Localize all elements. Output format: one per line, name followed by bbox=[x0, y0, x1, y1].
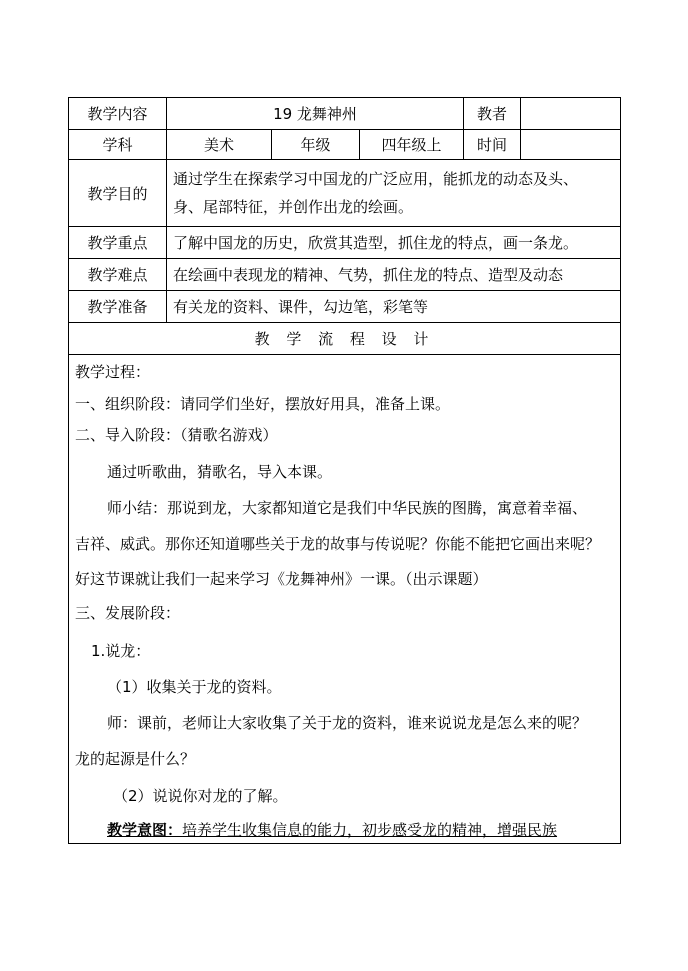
subject-value: 美术 bbox=[167, 130, 272, 160]
teacher-question-line-2: 龙的起源是什么？ bbox=[75, 750, 196, 768]
goals-line-2: 身、尾部特征，并创作出龙的绘画。 bbox=[173, 198, 414, 216]
design-title: 教 学 流 程 设 计 bbox=[69, 323, 621, 355]
preparation-label: 教学准备 bbox=[69, 291, 167, 323]
content-label: 教学内容 bbox=[69, 98, 167, 130]
stage-2: 二、导入阶段：（猜歌名游戏） bbox=[75, 426, 278, 444]
item-1-2: （2）说说你对龙的了解。 bbox=[113, 787, 288, 805]
intent-label: 教学意图： bbox=[107, 821, 183, 839]
difficulties-label: 教学难点 bbox=[69, 259, 167, 291]
time-label: 时间 bbox=[464, 130, 521, 160]
subject-label: 学科 bbox=[69, 130, 167, 160]
process-cell bbox=[69, 355, 621, 844]
key-points-label: 教学重点 bbox=[69, 227, 167, 259]
grade-value: 四年级上 bbox=[360, 130, 464, 160]
lesson-title: 19 龙舞神州 bbox=[167, 98, 464, 130]
goals-line-1: 通过学生在探索学习中国龙的广泛应用，能抓龙的动态及头、 bbox=[173, 170, 579, 188]
stage-3: 三、发展阶段： bbox=[75, 604, 181, 622]
stage-2-para-2-line-1: 师小结：那说到龙，大家都知道它是我们中华民族的图腾，寓意着幸福、 bbox=[107, 499, 588, 517]
process-heading: 教学过程： bbox=[75, 363, 151, 381]
time-value bbox=[521, 130, 621, 160]
grade-label: 年级 bbox=[272, 130, 360, 160]
stage-2-para-1: 通过听歌曲，猜歌名，导入本课。 bbox=[107, 463, 333, 481]
goals-text bbox=[167, 160, 621, 227]
teacher-label: 教者 bbox=[464, 98, 521, 130]
stage-1: 一、组织阶段：请同学们坐好，摆放好用具，准备上课。 bbox=[75, 395, 451, 413]
stage-2-para-2-line-3: 好这节课就让我们一起来学习《龙舞神州》一课。（出示课题） bbox=[75, 570, 488, 588]
difficulties-text: 在绘画中表现龙的精神、气势，抓住龙的特点、造型及动态 bbox=[167, 259, 621, 291]
item-1-1: （1）收集关于龙的资料。 bbox=[107, 678, 282, 696]
preparation-text: 有关龙的资料、课件，勾边笔，彩笔等 bbox=[167, 291, 621, 323]
intent-text: 培养学生收集信息的能力，初步感受龙的精神，增强民族 bbox=[182, 821, 558, 839]
key-points-text: 了解中国龙的历史，欣赏其造型，抓住龙的特点，画一条龙。 bbox=[167, 227, 621, 259]
teacher-value bbox=[521, 98, 621, 130]
teacher-question-line-1: 师：课前，老师让大家收集了关于龙的资料，谁来说说龙是怎么来的呢？ bbox=[107, 714, 588, 732]
teaching-intent bbox=[107, 819, 557, 840]
lesson-plan-table bbox=[68, 97, 621, 844]
item-1: 1.说龙： bbox=[91, 642, 151, 660]
goals-label: 教学目的 bbox=[69, 160, 167, 227]
stage-2-para-2-line-2: 吉祥、威武。那你还知道哪些关于龙的故事与传说呢？你能不能把它画出来呢？ bbox=[75, 535, 601, 553]
